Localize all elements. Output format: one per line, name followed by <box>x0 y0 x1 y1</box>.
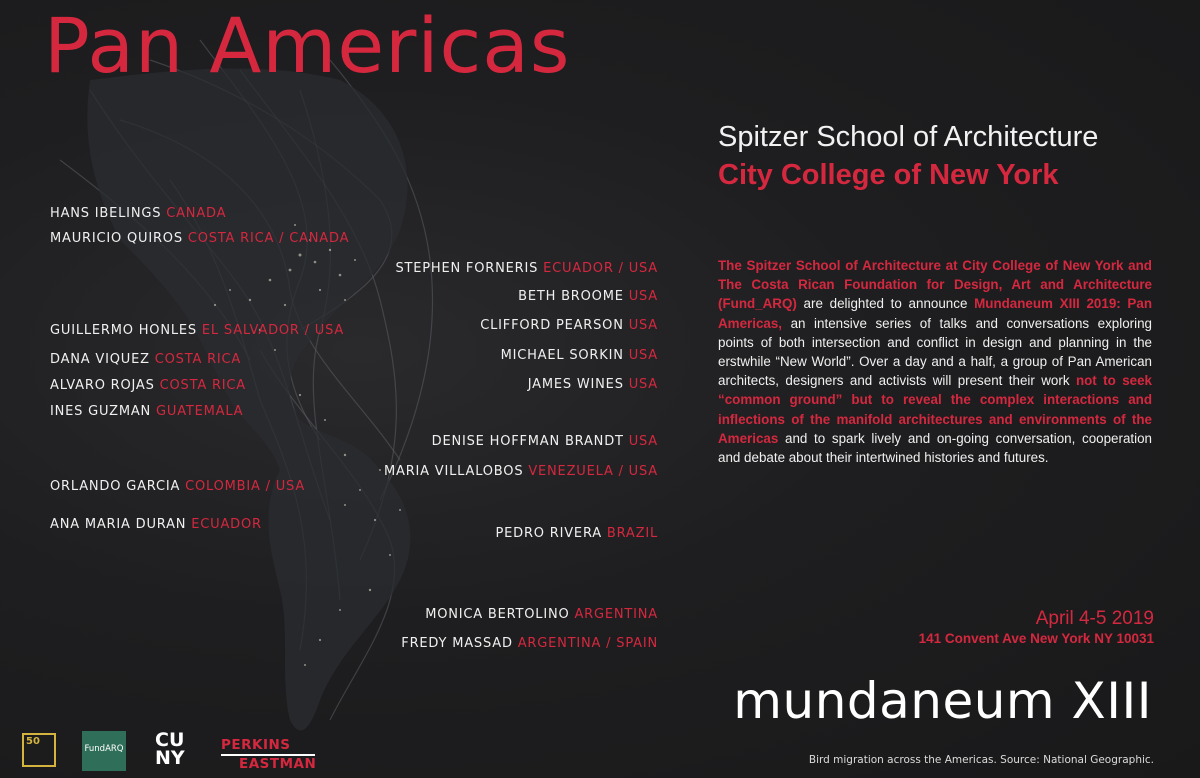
speaker-country: BRAZIL <box>606 526 658 541</box>
speaker-country: USA <box>628 377 658 392</box>
speaker-entry <box>384 464 658 480</box>
speaker-entry <box>395 261 658 277</box>
fifty-years-logo <box>22 733 56 767</box>
description-text: and to spark lively and on-going conversation, cooperation and debate about their intertwined histories and futures. <box>718 430 1152 466</box>
speaker-entry <box>518 289 658 305</box>
speaker-name: ANA MARIA DURAN <box>50 517 187 532</box>
speaker-name: STEPHEN FORNERIS <box>395 261 539 276</box>
speaker-name: MARIA VILLALOBOS <box>383 464 524 479</box>
event-description <box>718 256 1152 467</box>
speaker-name: MONICA BERTOLINO <box>425 607 570 622</box>
perkins-logo-bottom: EASTMAN <box>239 756 317 772</box>
description-text: are delighted to announce <box>796 296 975 312</box>
speaker-entry <box>50 479 305 495</box>
fundarq-logo <box>82 731 126 771</box>
speaker-name: PEDRO RIVERA <box>495 526 602 541</box>
speaker-country: ARGENTINA <box>574 607 658 622</box>
speaker-entry <box>50 517 262 533</box>
speaker-country: USA <box>628 289 658 304</box>
speaker-name: ALVARO ROJAS <box>50 378 155 393</box>
speaker-country: VENEZUELA / USA <box>528 464 658 479</box>
speaker-name: HANS IBELINGS <box>50 206 162 221</box>
speaker-entry <box>496 526 658 542</box>
speaker-entry <box>501 348 658 364</box>
speaker-name: DENISE HOFFMAN BRANDT <box>431 434 624 449</box>
speaker-country: ECUADOR <box>191 517 262 532</box>
fundarq-logo-text: FundARQ <box>84 744 124 754</box>
speaker-country: COLOMBIA / USA <box>185 479 306 494</box>
cuny-logo <box>155 731 185 767</box>
speaker-entry <box>50 378 246 394</box>
event-date: April 4-5 2019 <box>1035 608 1154 629</box>
description-lead: The Spitzer School of Architecture at City College of New York and The Costa Rican Foundation for Design, Art and Architecture (Fund_ARQ) <box>718 258 1152 312</box>
speaker-name: ORLANDO GARCIA <box>50 479 181 494</box>
speaker-entry <box>50 404 243 420</box>
speaker-entry <box>50 352 241 368</box>
speaker-entry <box>425 607 658 623</box>
speaker-country: USA <box>628 318 658 333</box>
speaker-country: CANADA <box>166 206 227 221</box>
speaker-country: COSTA RICA <box>154 352 242 367</box>
speaker-country: USA <box>628 434 658 449</box>
speaker-country: USA <box>628 348 658 363</box>
speaker-name: CLIFFORD PEARSON <box>480 318 624 333</box>
speaker-entry <box>50 231 349 247</box>
speaker-name: DANA VIQUEZ <box>50 352 150 367</box>
speaker-country: EL SALVADOR / USA <box>201 323 345 338</box>
cuny-logo-bottom: NY <box>155 747 185 769</box>
speaker-name: BETH BROOME <box>518 289 624 304</box>
description-highlight: not to seek “common ground” but to reveal the complex interactions and inflections of the manifold architectures and environments of the Americas <box>718 373 1153 446</box>
poster-title: Pan Americas <box>44 1 571 90</box>
speaker-entry <box>432 434 658 450</box>
college-name: City College of New York <box>718 159 1059 191</box>
perkins-eastman-logo <box>221 738 316 772</box>
speaker-country: COSTA RICA <box>159 378 246 393</box>
speaker-entry <box>528 377 658 393</box>
fifty-logo-text: 50 <box>26 736 40 747</box>
speaker-name: GUILLERMO HONLES <box>50 323 197 338</box>
speaker-name: FREDY MASSAD <box>401 636 513 651</box>
event-details <box>919 608 1154 648</box>
perkins-logo-top: PERKINS <box>221 737 291 753</box>
series-title: mundaneum XIII <box>733 672 1152 730</box>
speaker-country: ECUADOR / USA <box>543 261 658 276</box>
image-credit: Bird migration across the Americas. Source: National Geographic. <box>808 754 1154 766</box>
speaker-entry <box>480 318 658 334</box>
speaker-country: GUATEMALA <box>156 404 244 419</box>
speaker-name: MAURICIO QUIROS <box>50 231 183 246</box>
speaker-name: MICHAEL SORKIN <box>500 348 624 363</box>
speaker-entry <box>401 636 658 652</box>
speaker-name: JAMES WINES <box>527 377 624 392</box>
speaker-entry <box>50 206 226 222</box>
speaker-country: COSTA RICA / CANADA <box>187 231 350 246</box>
speaker-country: ARGENTINA / SPAIN <box>517 636 658 651</box>
description-highlight: Mundaneum XIII 2019: Pan Americas, <box>718 296 1152 331</box>
school-heading <box>718 118 1098 194</box>
speaker-name: INES GUZMAN <box>50 404 152 419</box>
speaker-entry <box>50 323 344 339</box>
cuny-logo-top: CU <box>155 729 185 751</box>
description-text: an intensive series of talks and conversations exploring points of both intersection and conflict in design and planning in the erstwhile “New World”. Over a day and a half, a group of Pan American architects, designers and activists will present their work <box>718 315 1152 389</box>
event-address: 141 Convent Ave New York NY 10031 <box>918 631 1154 646</box>
school-name: Spitzer School of Architecture <box>718 121 1099 153</box>
